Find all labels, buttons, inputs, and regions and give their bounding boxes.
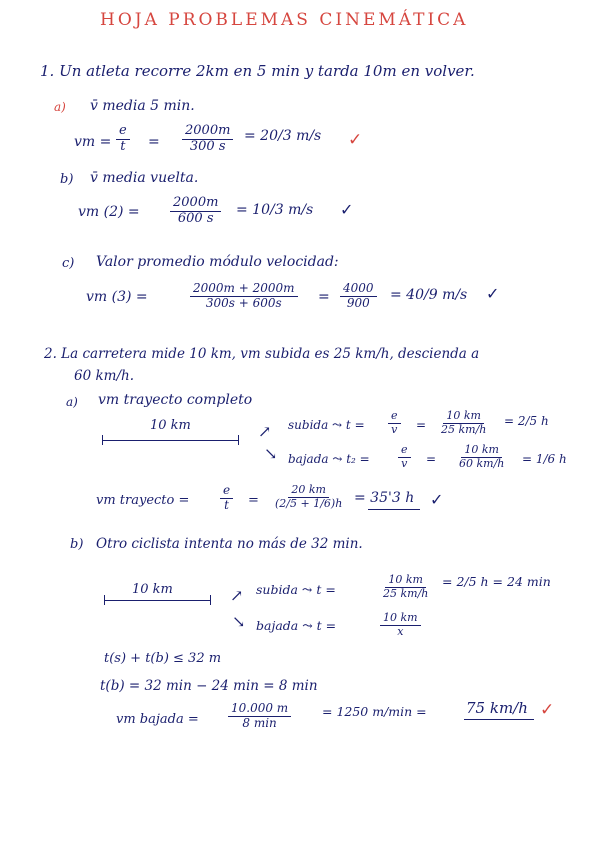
arrow-up-right-icon: ↗: [230, 586, 244, 605]
fraction-denominator: v: [401, 456, 408, 470]
problem-1c-label: c): [62, 256, 75, 271]
problem-1b-lhs: vm (2) =: [78, 204, 140, 220]
problem-1c-text: Valor promedio módulo velocidad:: [96, 254, 339, 270]
problem-1a-fraction-e-t: [116, 124, 130, 155]
problem-1a-text: v̄ media 5 min.: [90, 98, 195, 114]
segment-end-tick: [210, 595, 211, 605]
fraction-denominator: 25 km/h: [441, 422, 487, 436]
fraction-denominator: 300 s: [189, 138, 226, 154]
problem-1c-result: = 40/9 m/s: [390, 287, 468, 303]
problem-1a-result: = 20/3 m/s: [244, 128, 322, 144]
fraction-numerator: 4000: [340, 282, 377, 297]
problem-1a-lhs: vm =: [74, 134, 112, 150]
subida-fraction-e-v: [388, 410, 401, 436]
bajada-result: = 1/6 h: [522, 452, 567, 466]
fraction-numerator: e: [398, 444, 411, 458]
check-mark-icon: ✓: [540, 700, 555, 720]
fraction-denominator: (2/5 + 1/6)h: [275, 496, 343, 510]
fraction-denominator: 8 min: [242, 715, 277, 730]
problem-1a-label: a): [54, 100, 66, 114]
problem-1b-fraction: [170, 196, 221, 227]
bajada-time-line: t(b) = 32 min − 24 min = 8 min: [100, 678, 318, 694]
last-result: 75 km/h: [466, 699, 528, 717]
segment-length-label: 10 km: [150, 418, 191, 433]
arrow-down-right-icon: ↘: [232, 612, 246, 631]
fraction-numerator: 2000m: [170, 196, 221, 212]
trayecto-result: = 35'3 h: [354, 490, 415, 506]
subida-equals: =: [416, 418, 427, 432]
fraction-numerator: e: [220, 484, 233, 499]
problem-2a-label: a): [66, 395, 78, 409]
problem-2b-text: Otro ciclista intenta no más de 32 min.: [96, 536, 363, 552]
bajada-fraction-e-v: [398, 444, 411, 470]
fraction-numerator: 2000m + 2000m: [190, 282, 298, 297]
page-title: HOJA PROBLEMAS CINEMÁTICA: [100, 10, 469, 30]
b-subida-lhs: subida ⤳ t =: [256, 582, 336, 597]
problem-1a-fraction-values: [182, 124, 233, 155]
problem-2-statement-line2: 60 km/h.: [74, 368, 134, 384]
result-underline: [368, 509, 420, 510]
fraction-denominator: 60 km/h: [459, 456, 505, 470]
fraction-denominator: 300s + 600s: [205, 295, 282, 310]
check-mark-icon: ✓: [340, 200, 354, 219]
problem-1-statement: 1. Un atleta recorre 2km en 5 min y tarda 10m en volver.: [40, 62, 475, 80]
fraction-numerator: 10 km: [380, 612, 421, 626]
bajada-lhs: bajada ⤳ t₂ =: [288, 452, 370, 466]
fraction-denominator: 25 km/h: [383, 586, 429, 600]
segment-end-tick: [238, 435, 239, 445]
check-mark-icon: ✓: [486, 284, 500, 303]
fraction-numerator: e: [388, 410, 401, 424]
fraction-numerator: e: [116, 124, 130, 140]
b-subida-fraction: [380, 574, 431, 600]
fraction-denominator: 900: [346, 295, 370, 310]
problem-1b-result: = 10/3 m/s: [236, 202, 314, 218]
bajada-fraction-values: [456, 444, 507, 470]
last-fraction: [228, 702, 291, 731]
arrow-up-right-icon: ↗: [258, 422, 272, 441]
check-mark-icon: ✓: [430, 490, 444, 509]
problem-2-statement-line1: 2. La carretera mide 10 km, vm subida es 25 km/h, descienda a: [44, 346, 480, 362]
problem-2b-label: b): [70, 537, 84, 552]
last-middle: = 1250 m/min =: [322, 704, 427, 719]
problem-2a-text: vm trayecto completo: [98, 392, 253, 408]
problem-1b-label: b): [60, 172, 74, 187]
fraction-denominator: x: [397, 624, 404, 638]
trayecto-fraction-e-t: [220, 484, 233, 513]
subida-lhs: subida ⤳ t =: [288, 418, 365, 432]
fraction-numerator: 10.000 m: [228, 702, 291, 717]
b-bajada-lhs: bajada ⤳ t =: [256, 618, 337, 633]
trayecto-lhs: vm trayecto =: [96, 493, 190, 508]
b-subida-result: = 2/5 h = 24 min: [442, 574, 551, 589]
fraction-denominator: t: [224, 497, 229, 512]
fraction-numerator: 20 km: [288, 484, 329, 498]
road-segment-line: [104, 600, 210, 601]
fraction-numerator: 2000m: [182, 124, 233, 140]
segment-start-tick: [104, 595, 105, 605]
problem-1c-fraction-sum: [190, 282, 298, 311]
segment-start-tick: [102, 435, 103, 445]
last-lhs: vm bajada =: [116, 712, 199, 727]
fraction-numerator: 10 km: [461, 444, 502, 458]
fraction-denominator: t: [120, 138, 126, 154]
bajada-equals: =: [426, 452, 437, 466]
trayecto-fraction-values: [272, 484, 345, 510]
trayecto-equals: =: [248, 493, 259, 508]
fraction-denominator: 600 s: [177, 210, 214, 226]
road-segment-line: [102, 440, 238, 441]
time-inequality: t(s) + t(b) ≤ 32 m: [104, 651, 222, 666]
check-mark-icon: ✓: [348, 130, 363, 150]
problem-1b-text: v̄ media vuelta.: [90, 170, 199, 186]
fraction-numerator: 10 km: [443, 410, 484, 424]
problem-1c-lhs: vm (3) =: [86, 289, 148, 305]
subida-result: = 2/5 h: [504, 414, 549, 428]
segment-length-label: 10 km: [132, 582, 173, 597]
fraction-numerator: 10 km: [385, 574, 426, 588]
fraction-denominator: v: [391, 422, 398, 436]
arrow-down-right-icon: ↘: [264, 444, 278, 463]
b-bajada-fraction: [380, 612, 421, 638]
subida-fraction-values: [438, 410, 489, 436]
result-underline: [464, 719, 534, 720]
problem-1c-equals: =: [318, 289, 330, 305]
problem-1a-equals: =: [148, 134, 160, 150]
problem-1c-fraction-values: [340, 282, 377, 311]
